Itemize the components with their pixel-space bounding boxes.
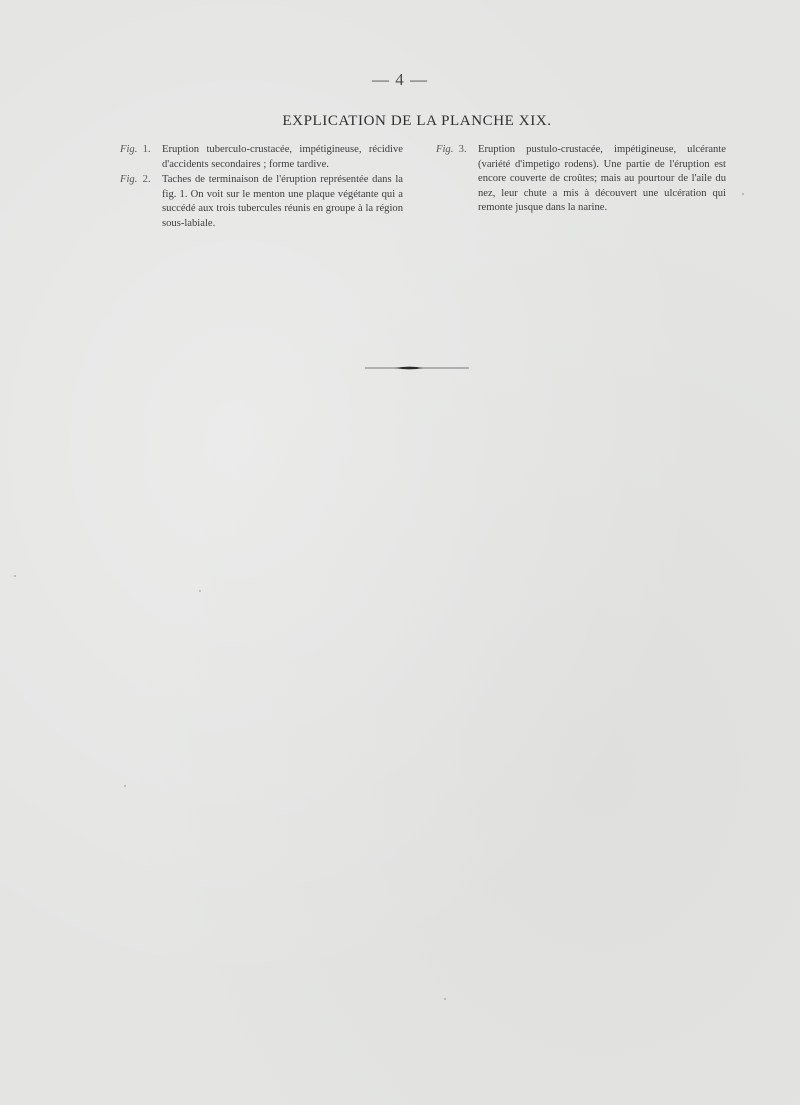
figure-label: Fig. 1. bbox=[120, 144, 151, 155]
left-column bbox=[120, 143, 403, 233]
figure-caption: Taches de terminaison de l'éruption représentée dans la fig. 1. On voit sur le menton une plaque végétante qui a succédé aux trois tubercules réunis en groupe à la région sous-labiale. bbox=[162, 174, 403, 229]
paper-speck bbox=[742, 193, 744, 195]
figure-label: Fig. 3. bbox=[436, 144, 467, 155]
plate-title: EXPLICATION DE LA PLANCHE XIX. bbox=[282, 113, 552, 129]
figure-caption: Eruption tuberculo-crustacée, impétigineuse, récidive d'accidents secondaires ; forme tardive. bbox=[162, 144, 403, 170]
figure-entry-3 bbox=[436, 143, 726, 216]
paper-speck bbox=[444, 998, 446, 1000]
paper-speck bbox=[124, 785, 126, 787]
figure-entry-1 bbox=[120, 143, 403, 172]
paper-speck bbox=[199, 590, 201, 592]
paper-speck bbox=[14, 575, 16, 577]
page-number: — 4 — bbox=[372, 70, 428, 89]
section-divider-ornament bbox=[365, 362, 469, 374]
figure-caption: Eruption pustulo-crustacée, impétigineuse, ulcérante (variété d'impetigo rodens). Une partie de l'éruption est encore couverte de croûtes; mais au pourtour de l'aile du nez, leur chute a mis à découvert une ulcération qui remonte jusque dans la narine. bbox=[478, 144, 726, 214]
right-column bbox=[436, 143, 726, 217]
figure-entry-2 bbox=[120, 173, 403, 231]
figure-label: Fig. 2. bbox=[120, 174, 151, 186]
